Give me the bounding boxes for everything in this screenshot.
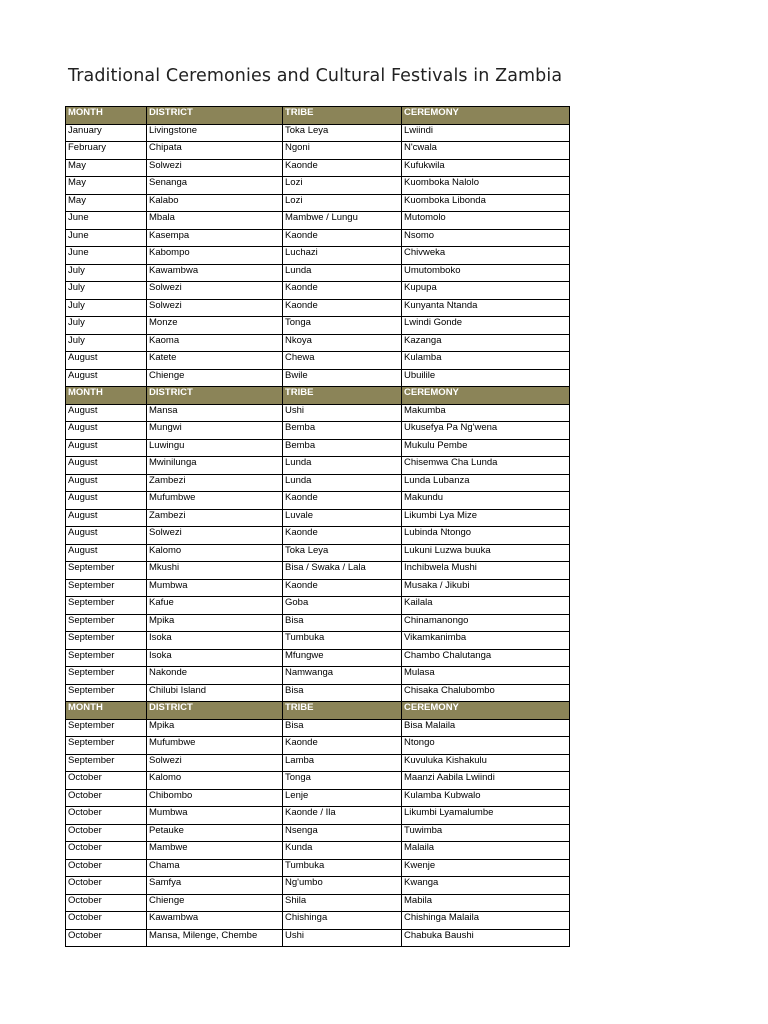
cell-ceremony: Chambo Chalutanga <box>402 649 570 667</box>
cell-ceremony: Kuomboka Libonda <box>402 194 570 212</box>
cell-tribe: Ushi <box>283 404 402 422</box>
table-row <box>66 527 570 545</box>
table-row <box>66 404 570 422</box>
cell-district: Chama <box>147 859 283 877</box>
cell-district: Chibombo <box>147 789 283 807</box>
table-row <box>66 369 570 387</box>
cell-month: August <box>66 369 147 387</box>
cell-ceremony: Tuwimba <box>402 824 570 842</box>
table-row <box>66 684 570 702</box>
table-row <box>66 894 570 912</box>
column-header-month: MONTH <box>66 387 147 405</box>
cell-district: Mwinilunga <box>147 457 283 475</box>
table-row <box>66 264 570 282</box>
table-row <box>66 562 570 580</box>
table-row <box>66 929 570 947</box>
cell-tribe: Chewa <box>283 352 402 370</box>
cell-tribe: Bisa <box>283 614 402 632</box>
cell-ceremony: Chisaka Chalubombo <box>402 684 570 702</box>
cell-tribe: Tonga <box>283 772 402 790</box>
cell-tribe: Bisa / Swaka / Lala <box>283 562 402 580</box>
cell-tribe: Nkoya <box>283 334 402 352</box>
cell-month: September <box>66 667 147 685</box>
cell-ceremony: Lwindi Gonde <box>402 317 570 335</box>
table-body <box>66 107 570 947</box>
column-header-ceremony: CEREMONY <box>402 387 570 405</box>
cell-district: Mansa <box>147 404 283 422</box>
cell-tribe: Kaonde <box>283 282 402 300</box>
cell-district: Nakonde <box>147 667 283 685</box>
column-header-month: MONTH <box>66 107 147 125</box>
cell-district: Kalomo <box>147 544 283 562</box>
cell-month: August <box>66 474 147 492</box>
cell-ceremony: Kuomboka Nalolo <box>402 177 570 195</box>
cell-tribe: Bwile <box>283 369 402 387</box>
cell-month: October <box>66 912 147 930</box>
cell-tribe: Tumbuka <box>283 859 402 877</box>
cell-month: September <box>66 754 147 772</box>
cell-ceremony: Ukusefya Pa Ng'wena <box>402 422 570 440</box>
cell-ceremony: Lubinda Ntongo <box>402 527 570 545</box>
table-row <box>66 317 570 335</box>
cell-tribe: Lozi <box>283 177 402 195</box>
cell-month: September <box>66 684 147 702</box>
cell-tribe: Lozi <box>283 194 402 212</box>
cell-ceremony: Kufukwila <box>402 159 570 177</box>
table-row <box>66 912 570 930</box>
cell-tribe: Tumbuka <box>283 632 402 650</box>
cell-tribe: Lunda <box>283 474 402 492</box>
table-row <box>66 334 570 352</box>
table-row <box>66 632 570 650</box>
cell-tribe: Luvale <box>283 509 402 527</box>
table-row <box>66 159 570 177</box>
table-row <box>66 807 570 825</box>
cell-district: Samfya <box>147 877 283 895</box>
cell-tribe: Kaonde <box>283 299 402 317</box>
table-row <box>66 719 570 737</box>
cell-district: Mambwe <box>147 842 283 860</box>
cell-district: Kawambwa <box>147 912 283 930</box>
table-row <box>66 649 570 667</box>
cell-district: Livingstone <box>147 124 283 142</box>
cell-tribe: Mambwe / Lungu <box>283 212 402 230</box>
cell-tribe: Namwanga <box>283 667 402 685</box>
cell-month: September <box>66 649 147 667</box>
cell-month: October <box>66 772 147 790</box>
cell-month: August <box>66 422 147 440</box>
cell-month: October <box>66 789 147 807</box>
table-row <box>66 544 570 562</box>
column-header-district: DISTRICT <box>147 702 283 720</box>
cell-district: Isoka <box>147 649 283 667</box>
cell-month: October <box>66 877 147 895</box>
cell-ceremony: Chishinga Malaila <box>402 912 570 930</box>
cell-month: August <box>66 404 147 422</box>
cell-month: September <box>66 632 147 650</box>
cell-month: January <box>66 124 147 142</box>
cell-month: August <box>66 527 147 545</box>
cell-district: Mufumbwe <box>147 492 283 510</box>
table-row <box>66 457 570 475</box>
cell-district: Solwezi <box>147 282 283 300</box>
cell-tribe: Shila <box>283 894 402 912</box>
cell-ceremony: Mulasa <box>402 667 570 685</box>
cell-district: Mumbwa <box>147 807 283 825</box>
cell-month: August <box>66 352 147 370</box>
cell-month: July <box>66 334 147 352</box>
cell-month: July <box>66 282 147 300</box>
table-row <box>66 509 570 527</box>
cell-ceremony: Kwenje <box>402 859 570 877</box>
cell-district: Petauke <box>147 824 283 842</box>
cell-month: August <box>66 457 147 475</box>
cell-ceremony: Chinamanongo <box>402 614 570 632</box>
cell-ceremony: Mukulu Pembe <box>402 439 570 457</box>
cell-district: Mansa, Milenge, Chembe <box>147 929 283 947</box>
cell-tribe: Kaonde <box>283 492 402 510</box>
table-row <box>66 877 570 895</box>
cell-ceremony: Vikamkanimba <box>402 632 570 650</box>
cell-tribe: Lunda <box>283 457 402 475</box>
cell-month: September <box>66 579 147 597</box>
cell-ceremony: Mabila <box>402 894 570 912</box>
cell-month: May <box>66 159 147 177</box>
cell-ceremony: Nsomo <box>402 229 570 247</box>
cell-district: Mkushi <box>147 562 283 580</box>
cell-month: October <box>66 894 147 912</box>
cell-tribe: Toka Leya <box>283 544 402 562</box>
cell-tribe: Chishinga <box>283 912 402 930</box>
cell-tribe: Kaonde <box>283 579 402 597</box>
table-row <box>66 247 570 265</box>
cell-tribe: Bemba <box>283 422 402 440</box>
table-row <box>66 824 570 842</box>
cell-ceremony: Chivweka <box>402 247 570 265</box>
column-header-ceremony: CEREMONY <box>402 702 570 720</box>
table-row <box>66 299 570 317</box>
cell-district: Luwingu <box>147 439 283 457</box>
cell-month: September <box>66 562 147 580</box>
cell-district: Kawambwa <box>147 264 283 282</box>
column-header-ceremony: CEREMONY <box>402 107 570 125</box>
cell-district: Kalabo <box>147 194 283 212</box>
table-row <box>66 492 570 510</box>
cell-ceremony: N'cwala <box>402 142 570 160</box>
cell-ceremony: Ntongo <box>402 737 570 755</box>
cell-district: Kaoma <box>147 334 283 352</box>
column-header-tribe: TRIBE <box>283 107 402 125</box>
cell-ceremony: Chabuka Baushi <box>402 929 570 947</box>
cell-ceremony: Makundu <box>402 492 570 510</box>
cell-tribe: Kaonde <box>283 527 402 545</box>
cell-district: Zambezi <box>147 509 283 527</box>
cell-tribe: Ushi <box>283 929 402 947</box>
cell-month: February <box>66 142 147 160</box>
table-row <box>66 789 570 807</box>
cell-ceremony: Kazanga <box>402 334 570 352</box>
cell-month: October <box>66 929 147 947</box>
cell-tribe: Nsenga <box>283 824 402 842</box>
cell-ceremony: Kailala <box>402 597 570 615</box>
cell-month: June <box>66 247 147 265</box>
cell-district: Solwezi <box>147 159 283 177</box>
cell-tribe: Lenje <box>283 789 402 807</box>
cell-ceremony: Ubuilile <box>402 369 570 387</box>
cell-tribe: Bemba <box>283 439 402 457</box>
cell-month: July <box>66 317 147 335</box>
cell-month: June <box>66 212 147 230</box>
table-row <box>66 212 570 230</box>
cell-tribe: Ng'umbo <box>283 877 402 895</box>
table-row <box>66 667 570 685</box>
cell-tribe: Goba <box>283 597 402 615</box>
table-header-row <box>66 387 570 405</box>
cell-ceremony: Lwiindi <box>402 124 570 142</box>
cell-district: Solwezi <box>147 299 283 317</box>
cell-tribe: Kaonde <box>283 229 402 247</box>
cell-district: Mpika <box>147 719 283 737</box>
cell-month: October <box>66 842 147 860</box>
ceremonies-table <box>65 106 570 947</box>
cell-district: Solwezi <box>147 754 283 772</box>
cell-ceremony: Kwanga <box>402 877 570 895</box>
cell-ceremony: Kupupa <box>402 282 570 300</box>
cell-ceremony: Malaila <box>402 842 570 860</box>
cell-tribe: Lunda <box>283 264 402 282</box>
cell-tribe: Bisa <box>283 719 402 737</box>
cell-month: September <box>66 597 147 615</box>
cell-district: Solwezi <box>147 527 283 545</box>
table-row <box>66 124 570 142</box>
table-row <box>66 352 570 370</box>
cell-tribe: Kaonde <box>283 737 402 755</box>
cell-tribe: Toka Leya <box>283 124 402 142</box>
cell-month: May <box>66 194 147 212</box>
cell-month: October <box>66 807 147 825</box>
cell-month: September <box>66 614 147 632</box>
cell-tribe: Mfungwe <box>283 649 402 667</box>
column-header-month: MONTH <box>66 702 147 720</box>
cell-district: Kabompo <box>147 247 283 265</box>
cell-ceremony: Lunda Lubanza <box>402 474 570 492</box>
table-row <box>66 142 570 160</box>
cell-month: October <box>66 824 147 842</box>
cell-tribe: Kunda <box>283 842 402 860</box>
table-header-row <box>66 107 570 125</box>
table-row <box>66 439 570 457</box>
table-row <box>66 422 570 440</box>
cell-ceremony: Mutomolo <box>402 212 570 230</box>
table-row <box>66 579 570 597</box>
cell-ceremony: Likumbi Lyamalumbe <box>402 807 570 825</box>
table-row <box>66 842 570 860</box>
cell-ceremony: Lukuni Luzwa buuka <box>402 544 570 562</box>
cell-month: May <box>66 177 147 195</box>
cell-ceremony: Musaka / Jikubi <box>402 579 570 597</box>
cell-district: Senanga <box>147 177 283 195</box>
cell-district: Mufumbwe <box>147 737 283 755</box>
column-header-district: DISTRICT <box>147 387 283 405</box>
cell-tribe: Kaonde / Ila <box>283 807 402 825</box>
cell-ceremony: Likumbi Lya Mize <box>402 509 570 527</box>
table-row <box>66 229 570 247</box>
cell-month: October <box>66 859 147 877</box>
cell-ceremony: Makumba <box>402 404 570 422</box>
cell-ceremony: Kunyanta Ntanda <box>402 299 570 317</box>
cell-district: Chilubi Island <box>147 684 283 702</box>
table-row <box>66 177 570 195</box>
cell-district: Mumbwa <box>147 579 283 597</box>
cell-tribe: Lamba <box>283 754 402 772</box>
table-row <box>66 772 570 790</box>
table-row <box>66 614 570 632</box>
column-header-tribe: TRIBE <box>283 702 402 720</box>
table-row <box>66 597 570 615</box>
cell-district: Kalomo <box>147 772 283 790</box>
cell-month: July <box>66 299 147 317</box>
cell-district: Chienge <box>147 369 283 387</box>
table-row <box>66 282 570 300</box>
table-row <box>66 194 570 212</box>
cell-ceremony: Chisemwa Cha Lunda <box>402 457 570 475</box>
cell-month: August <box>66 492 147 510</box>
cell-ceremony: Kulamba <box>402 352 570 370</box>
cell-month: August <box>66 509 147 527</box>
column-header-tribe: TRIBE <box>283 387 402 405</box>
cell-month: September <box>66 737 147 755</box>
cell-month: September <box>66 719 147 737</box>
cell-tribe: Tonga <box>283 317 402 335</box>
cell-month: August <box>66 439 147 457</box>
cell-month: June <box>66 229 147 247</box>
cell-tribe: Luchazi <box>283 247 402 265</box>
cell-ceremony: Bisa Malaila <box>402 719 570 737</box>
table-header-row <box>66 702 570 720</box>
cell-district: Isoka <box>147 632 283 650</box>
cell-district: Kasempa <box>147 229 283 247</box>
cell-district: Katete <box>147 352 283 370</box>
cell-district: Mpika <box>147 614 283 632</box>
cell-tribe: Bisa <box>283 684 402 702</box>
cell-district: Mungwi <box>147 422 283 440</box>
cell-district: Chienge <box>147 894 283 912</box>
table-row <box>66 859 570 877</box>
cell-district: Chipata <box>147 142 283 160</box>
cell-tribe: Ngoni <box>283 142 402 160</box>
cell-district: Kafue <box>147 597 283 615</box>
table-row <box>66 754 570 772</box>
cell-ceremony: Kulamba Kubwalo <box>402 789 570 807</box>
cell-district: Monze <box>147 317 283 335</box>
table-row <box>66 737 570 755</box>
cell-ceremony: Kuvuluka Kishakulu <box>402 754 570 772</box>
cell-ceremony: Maanzi Aabila Lwiindi <box>402 772 570 790</box>
column-header-district: DISTRICT <box>147 107 283 125</box>
cell-month: July <box>66 264 147 282</box>
cell-district: Mbala <box>147 212 283 230</box>
document-title: Traditional Ceremonies and Cultural Festivals in Zambia <box>68 66 563 86</box>
cell-district: Zambezi <box>147 474 283 492</box>
cell-ceremony: Inchibwela Mushi <box>402 562 570 580</box>
cell-month: August <box>66 544 147 562</box>
cell-ceremony: Umutomboko <box>402 264 570 282</box>
table-row <box>66 474 570 492</box>
cell-tribe: Kaonde <box>283 159 402 177</box>
